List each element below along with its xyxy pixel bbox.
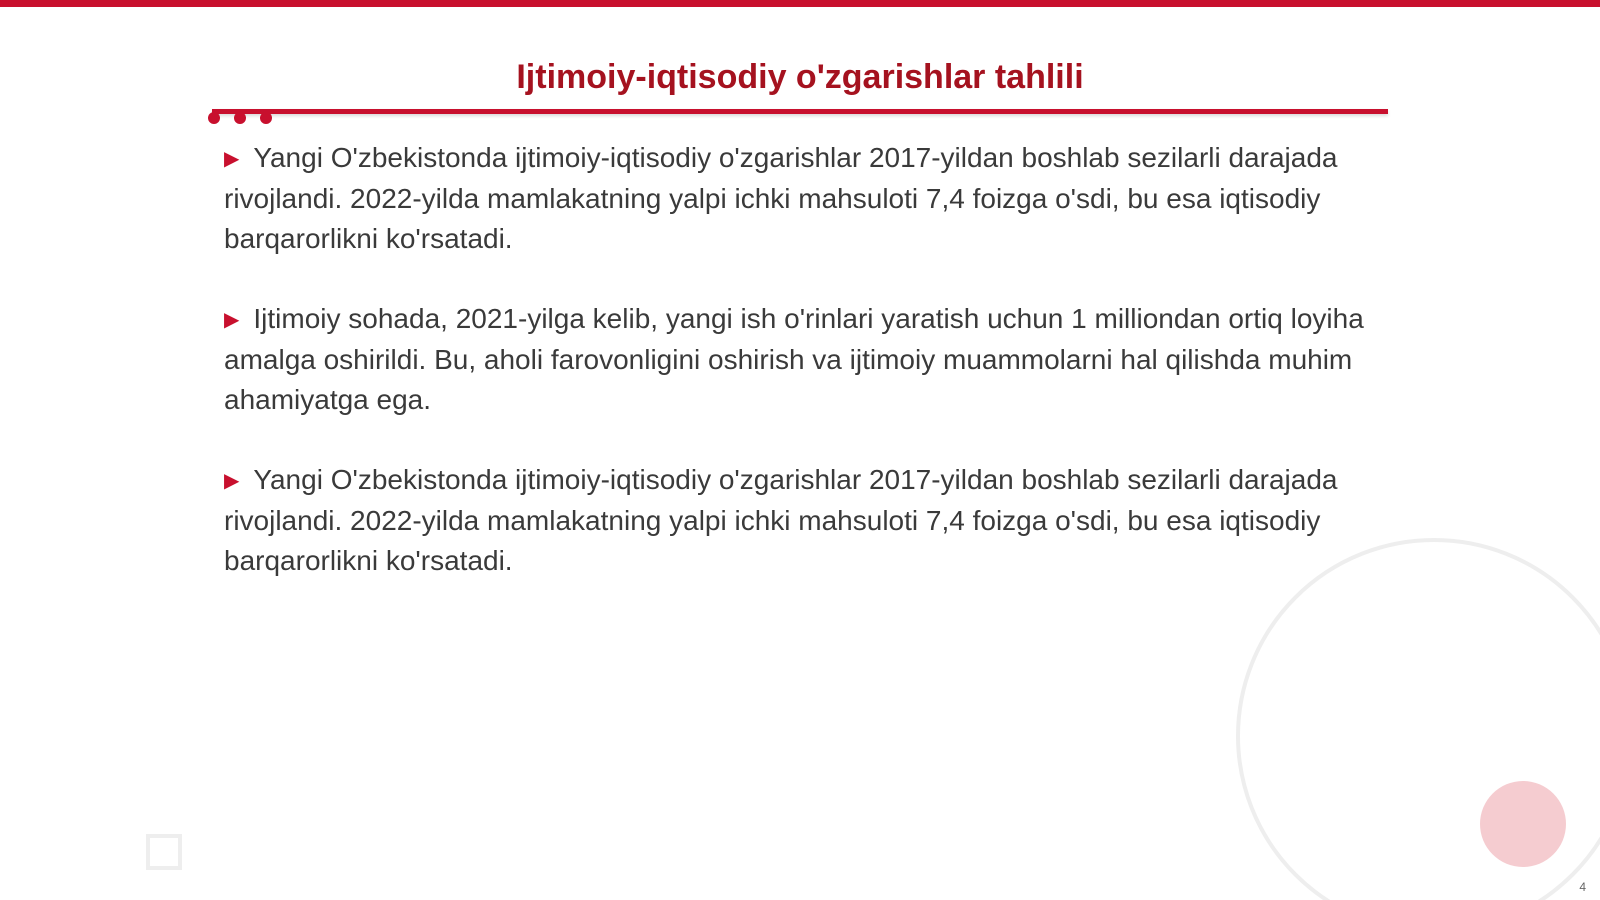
bullet-item <box>224 299 1394 420</box>
slide-title: Ijtimoiy-iqtisodiy o'zgarishlar tahlili <box>516 58 1084 96</box>
page-number: 4 <box>1579 880 1586 894</box>
title-underline <box>212 109 1388 114</box>
triangle-bullet-icon: ▶ <box>224 148 240 170</box>
decorative-square <box>146 834 182 870</box>
underline-dot-2 <box>234 112 246 124</box>
decorative-pink-circle <box>1480 781 1566 867</box>
underline-dot-1 <box>208 112 220 124</box>
triangle-bullet-icon: ▶ <box>224 470 240 492</box>
bullet-list <box>224 138 1394 621</box>
bullet-text: Ijtimoiy sohada, 2021-yilga kelib, yangi ish o'rinlari yaratish uchun 1 milliondan ortiq loyiha amalga oshirildi. Bu, aholi farovonligini oshirish va ijtimoiy muammolarni hal qilishda muhim ahamiyatga ega. <box>224 303 1364 415</box>
bullet-text: Yangi O'zbekistonda ijtimoiy-iqtisodiy o'zgarishlar 2017-yildan boshlab sezilarli darajada rivojlandi. 2022-yilda mamlakatning yalpi ichki mahsuloti 7,4 foizga o'sdi, bu esa iqtisodiy barqarorlikni ko'rsatadi. <box>224 142 1338 254</box>
triangle-bullet-icon: ▶ <box>224 309 240 331</box>
bullet-item <box>224 460 1394 581</box>
bullet-text: Yangi O'zbekistonda ijtimoiy-iqtisodiy o'zgarishlar 2017-yildan boshlab sezilarli darajada rivojlandi. 2022-yilda mamlakatning yalpi ichki mahsuloti 7,4 foizga o'sdi, bu esa iqtisodiy barqarorlikni ko'rsatadi. <box>224 464 1338 576</box>
underline-dot-3 <box>260 112 272 124</box>
bullet-item <box>224 138 1394 259</box>
top-accent-bar <box>0 0 1600 7</box>
